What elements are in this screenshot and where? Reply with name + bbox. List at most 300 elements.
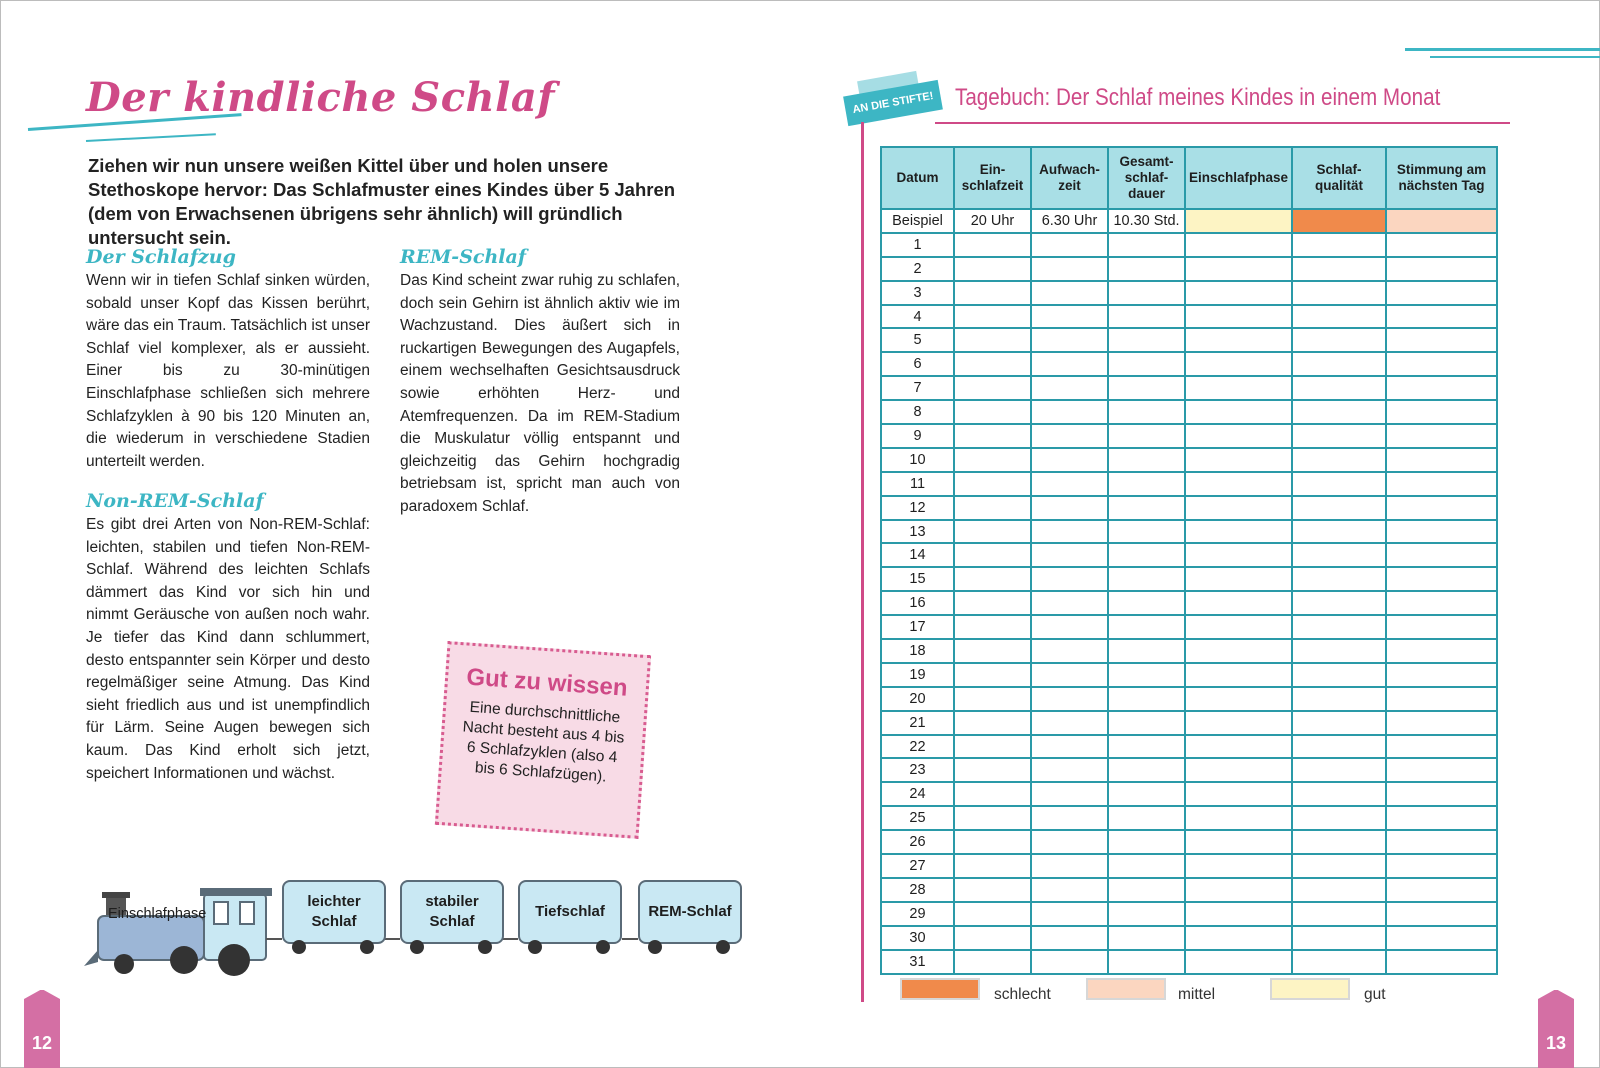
- entry-cell[interactable]: [1292, 567, 1386, 591]
- table-row: [881, 496, 1497, 520]
- entry-cell[interactable]: [954, 281, 1031, 305]
- table-row: [881, 424, 1497, 448]
- entry-cell[interactable]: [1031, 902, 1108, 926]
- entry-cell[interactable]: [954, 806, 1031, 830]
- page-title: Der kindliche Schlaf: [86, 74, 555, 121]
- entry-cell[interactable]: [1386, 281, 1497, 305]
- day-number: 3: [881, 281, 954, 305]
- entry-cell[interactable]: [1386, 305, 1497, 329]
- entry-cell[interactable]: [1185, 543, 1292, 567]
- table-row: [881, 806, 1497, 830]
- entry-cell[interactable]: [1292, 950, 1386, 974]
- entry-cell[interactable]: [954, 520, 1031, 544]
- entry-cell[interactable]: [1292, 233, 1386, 257]
- entry-cell[interactable]: [1108, 663, 1185, 687]
- section-text: Wenn wir in tiefen Schlaf sinken würden, sobald unser Kopf das Kissen berührt, wäre das ein Traum. Tatsächlich ist unser Schlaf viel komplexer, als er aussieht. Einer bis zu 30-minütigen Einschlafphase schließen sich mehrere Schlafzyklen à 90 bis 120 Minuten an, die wiederum in verschiedene Stadien unterteilt werden.: [86, 272, 371, 470]
- day-number: 5: [881, 328, 954, 352]
- entry-cell[interactable]: [1292, 591, 1386, 615]
- wheel-icon: [292, 940, 306, 954]
- title-underline-2: [86, 133, 216, 142]
- entry-cell[interactable]: [1185, 376, 1292, 400]
- entry-cell[interactable]: [1031, 376, 1108, 400]
- entry-cell[interactable]: [1292, 758, 1386, 782]
- day-number: 31: [881, 950, 954, 974]
- day-number: 13: [881, 520, 954, 544]
- entry-cell[interactable]: [954, 854, 1031, 878]
- entry-cell[interactable]: [1108, 520, 1185, 544]
- entry-cell[interactable]: [1386, 472, 1497, 496]
- column-header: Datum: [881, 147, 954, 209]
- table-row: [881, 902, 1497, 926]
- entry-cell[interactable]: [1386, 257, 1497, 281]
- entry-cell[interactable]: [954, 902, 1031, 926]
- day-number: 29: [881, 902, 954, 926]
- column-header: Ein-schlafzeit: [954, 147, 1031, 209]
- wheel-icon: [478, 940, 492, 954]
- day-number: 27: [881, 854, 954, 878]
- good-to-know-box: [435, 641, 651, 839]
- day-number: 20: [881, 687, 954, 711]
- entry-cell[interactable]: [1108, 758, 1185, 782]
- entry-cell[interactable]: [1386, 567, 1497, 591]
- entry-cell[interactable]: [1031, 496, 1108, 520]
- entry-cell[interactable]: [1185, 305, 1292, 329]
- entry-cell[interactable]: [1031, 400, 1108, 424]
- entry-cell[interactable]: [1108, 735, 1185, 759]
- day-number: 9: [881, 424, 954, 448]
- column-header: Stimmung am nächsten Tag: [1386, 147, 1497, 209]
- decorative-line: [1405, 48, 1600, 51]
- entry-cell[interactable]: [1292, 711, 1386, 735]
- entry-cell[interactable]: [954, 878, 1031, 902]
- section-heading: Der Schlafzug: [86, 246, 236, 268]
- entry-cell[interactable]: [1108, 400, 1185, 424]
- entry-cell[interactable]: [1108, 257, 1185, 281]
- entry-cell[interactable]: [954, 950, 1031, 974]
- entry-cell[interactable]: [1185, 711, 1292, 735]
- entry-cell[interactable]: [1031, 543, 1108, 567]
- day-number: 17: [881, 615, 954, 639]
- entry-cell[interactable]: [1108, 591, 1185, 615]
- day-number: 2: [881, 257, 954, 281]
- entry-cell[interactable]: [1108, 639, 1185, 663]
- example-mood-swatch: [1386, 209, 1497, 233]
- wheel-icon: [596, 940, 610, 954]
- entry-cell[interactable]: [1386, 758, 1497, 782]
- entry-cell[interactable]: [1386, 520, 1497, 544]
- page-number: 12: [31, 1033, 53, 1053]
- entry-cell[interactable]: [1108, 782, 1185, 806]
- coupling: [266, 938, 282, 940]
- entry-cell[interactable]: [1386, 448, 1497, 472]
- entry-cell[interactable]: [1031, 328, 1108, 352]
- section-text: Das Kind scheint zwar ruhig zu schlafen, doch sein Gehirn ist ähnlich aktiv wie im Wachzustand. Dies äußert sich in ruckartigen Bewegungen des Augapfels, einem wechselhaften Gesichtsausdruck sowie erhöhten Herz- und Atemfrequenzen. Da im REM-Stadium die Muskulatur völlig entspannt und gleichzeitig das Gehirn hochgradig betriebsam ist, spricht man auch von paradoxem Schlaf.: [400, 272, 680, 515]
- wagon-stable-sleep: [400, 880, 504, 944]
- entry-cell[interactable]: [1185, 639, 1292, 663]
- entry-cell[interactable]: [1108, 926, 1185, 950]
- day-number: 1: [881, 233, 954, 257]
- entry-cell[interactable]: [1386, 543, 1497, 567]
- entry-cell[interactable]: [1386, 424, 1497, 448]
- day-number: 18: [881, 639, 954, 663]
- entry-cell[interactable]: [1108, 281, 1185, 305]
- entry-cell[interactable]: [954, 663, 1031, 687]
- entry-cell[interactable]: [1031, 305, 1108, 329]
- entry-cell[interactable]: [1292, 328, 1386, 352]
- entry-cell[interactable]: [1386, 950, 1497, 974]
- day-number: 30: [881, 926, 954, 950]
- entry-cell[interactable]: [1108, 472, 1185, 496]
- day-number: 8: [881, 400, 954, 424]
- entry-cell[interactable]: [1386, 830, 1497, 854]
- entry-cell[interactable]: [1108, 233, 1185, 257]
- table-row: [881, 400, 1497, 424]
- entry-cell[interactable]: [1185, 687, 1292, 711]
- entry-cell[interactable]: [954, 591, 1031, 615]
- entry-cell[interactable]: [1292, 878, 1386, 902]
- entry-cell[interactable]: [1185, 281, 1292, 305]
- entry-cell[interactable]: [1386, 328, 1497, 352]
- intro-paragraph: Ziehen wir nun unsere weißen Kittel über und holen unsere Stethoskope hervor: Das Schlafmuster eines Kindes über 5 Jahren (dem von Erwachsenen übrigens sehr ähnlich) will gründlich untersucht sein.: [88, 155, 676, 248]
- day-number: 28: [881, 878, 954, 902]
- entry-cell[interactable]: [1031, 782, 1108, 806]
- entry-cell[interactable]: [1031, 448, 1108, 472]
- column-header: Schlaf-qualität: [1292, 147, 1386, 209]
- entry-cell[interactable]: [1292, 281, 1386, 305]
- table-row: [881, 305, 1497, 329]
- day-number: 25: [881, 806, 954, 830]
- table-row: [881, 328, 1497, 352]
- page-number-right: [1538, 990, 1574, 1068]
- entry-cell[interactable]: [1386, 878, 1497, 902]
- entry-cell[interactable]: [1185, 806, 1292, 830]
- entry-cell[interactable]: [954, 233, 1031, 257]
- table-row: [881, 854, 1497, 878]
- table-row: [881, 711, 1497, 735]
- section-heading: REM-Schlaf: [400, 246, 526, 268]
- entry-cell[interactable]: [1386, 735, 1497, 759]
- entry-cell[interactable]: [1292, 663, 1386, 687]
- entry-cell[interactable]: [1185, 830, 1292, 854]
- entry-cell[interactable]: [954, 305, 1031, 329]
- entry-cell[interactable]: [1108, 878, 1185, 902]
- entry-cell[interactable]: [1292, 854, 1386, 878]
- entry-cell[interactable]: [1386, 687, 1497, 711]
- callout-text: Eine durchschnittliche Nacht besteht aus 4 bis 6 Schlafzyklen (also 4 bis 6 Schlafzügen).: [462, 698, 625, 786]
- wagon-deep-sleep: [518, 880, 622, 944]
- table-row: [881, 878, 1497, 902]
- entry-cell[interactable]: [1185, 448, 1292, 472]
- entry-cell[interactable]: [1031, 854, 1108, 878]
- entry-cell[interactable]: [1031, 591, 1108, 615]
- entry-cell[interactable]: [1292, 639, 1386, 663]
- entry-cell[interactable]: [1386, 400, 1497, 424]
- day-number: 24: [881, 782, 954, 806]
- entry-cell[interactable]: [1031, 281, 1108, 305]
- entry-cell[interactable]: [1292, 305, 1386, 329]
- entry-cell[interactable]: [1185, 400, 1292, 424]
- entry-cell[interactable]: [1108, 830, 1185, 854]
- column-header: Aufwach-zeit: [1031, 147, 1108, 209]
- entry-cell[interactable]: [1031, 806, 1108, 830]
- entry-cell[interactable]: [954, 400, 1031, 424]
- entry-cell[interactable]: [1108, 950, 1185, 974]
- legend-swatch-good: [1270, 978, 1350, 1000]
- section-rem: [400, 246, 680, 519]
- entry-cell[interactable]: [1108, 352, 1185, 376]
- entry-cell[interactable]: [954, 687, 1031, 711]
- entry-cell[interactable]: [1292, 400, 1386, 424]
- entry-cell[interactable]: [1386, 854, 1497, 878]
- column-header: Gesamt-schlaf-dauer: [1108, 147, 1185, 209]
- wagon-light-sleep: [282, 880, 386, 944]
- entry-cell[interactable]: [1185, 854, 1292, 878]
- section-nonrem: [86, 490, 370, 785]
- entry-cell[interactable]: [1185, 328, 1292, 352]
- entry-cell[interactable]: [1031, 567, 1108, 591]
- table-row: [881, 352, 1497, 376]
- table-row: [881, 520, 1497, 544]
- day-number: 4: [881, 305, 954, 329]
- entry-cell[interactable]: [1031, 639, 1108, 663]
- table-row: [881, 567, 1497, 591]
- entry-cell[interactable]: [1185, 663, 1292, 687]
- sleep-train-illustration: [84, 880, 764, 980]
- entry-cell[interactable]: [954, 496, 1031, 520]
- example-row: [881, 209, 1497, 233]
- entry-cell[interactable]: [1031, 615, 1108, 639]
- table-row: [881, 376, 1497, 400]
- entry-cell[interactable]: [1292, 806, 1386, 830]
- section-text: Es gibt drei Arten von Non-REM-Schlaf: leichten, stabilen und tiefen Non-REM-Schlaf. Während des leichten Schlafs dämmert das Kind vor sich hin und nimmt Geräusche von außen noch wahr. Je tiefer das Kind dann schlummert, desto entspannter sein Körper und desto regelmäßiger seine Atmung. Das Kind sieht friedlich aus und ist unempfindlich für Lärm. Seine Augen bewegen sich kaum. Das Kind erholt sich jetzt, speichert Informationen und wächst.: [86, 516, 370, 782]
- diary-title: Tagebuch: Der Schlaf meines Kindes in einem Monat: [955, 84, 1441, 111]
- entry-cell[interactable]: [1292, 376, 1386, 400]
- entry-cell[interactable]: [954, 639, 1031, 663]
- entry-cell[interactable]: [1185, 567, 1292, 591]
- wheel-icon: [528, 940, 542, 954]
- entry-cell[interactable]: [1386, 806, 1497, 830]
- entry-cell[interactable]: [1185, 902, 1292, 926]
- entry-cell[interactable]: [1108, 305, 1185, 329]
- entry-cell[interactable]: [1386, 591, 1497, 615]
- coupling: [502, 938, 518, 940]
- entry-cell[interactable]: [1185, 520, 1292, 544]
- page-number-left: [24, 990, 60, 1068]
- entry-cell[interactable]: [1386, 782, 1497, 806]
- entry-cell[interactable]: [1292, 543, 1386, 567]
- entry-cell[interactable]: [1386, 902, 1497, 926]
- example-label: Beispiel: [881, 209, 954, 233]
- entry-cell[interactable]: [1108, 543, 1185, 567]
- entry-cell[interactable]: [1031, 735, 1108, 759]
- entry-cell[interactable]: [954, 352, 1031, 376]
- entry-cell[interactable]: [1292, 448, 1386, 472]
- table-header-row: [881, 147, 1497, 209]
- wagon-rem-sleep: [638, 880, 742, 944]
- entry-cell[interactable]: [1386, 926, 1497, 950]
- day-number: 15: [881, 567, 954, 591]
- entry-cell[interactable]: [954, 543, 1031, 567]
- entry-cell[interactable]: [1185, 758, 1292, 782]
- legend-swatch-bad: [900, 978, 980, 1000]
- entry-cell[interactable]: [1108, 687, 1185, 711]
- section-schlafzug: [86, 246, 370, 473]
- entry-cell[interactable]: [954, 782, 1031, 806]
- entry-cell[interactable]: [1185, 735, 1292, 759]
- entry-cell[interactable]: [1185, 926, 1292, 950]
- entry-cell[interactable]: [1031, 663, 1108, 687]
- entry-cell[interactable]: [954, 424, 1031, 448]
- table-row: [881, 233, 1497, 257]
- entry-cell[interactable]: [1292, 615, 1386, 639]
- entry-cell[interactable]: [1108, 448, 1185, 472]
- entry-cell[interactable]: [1108, 567, 1185, 591]
- pen-tab-badge: AN DIE STIFTE!: [843, 80, 943, 126]
- day-number: 22: [881, 735, 954, 759]
- entry-cell[interactable]: [1292, 472, 1386, 496]
- entry-cell[interactable]: [1108, 902, 1185, 926]
- entry-cell[interactable]: [1031, 520, 1108, 544]
- entry-cell[interactable]: [1292, 520, 1386, 544]
- entry-cell[interactable]: [954, 376, 1031, 400]
- locomotive-icon: [84, 880, 274, 976]
- column-header: Einschlafphase: [1185, 147, 1292, 209]
- example-phase-swatch: [1185, 209, 1292, 233]
- entry-cell[interactable]: [1185, 233, 1292, 257]
- entry-cell[interactable]: [1185, 615, 1292, 639]
- entry-cell[interactable]: [1292, 496, 1386, 520]
- entry-cell[interactable]: [1031, 830, 1108, 854]
- entry-cell[interactable]: [1108, 711, 1185, 735]
- entry-cell[interactable]: [954, 758, 1031, 782]
- table-row: [881, 735, 1497, 759]
- example-quality-swatch: [1292, 209, 1386, 233]
- entry-cell[interactable]: [1031, 472, 1108, 496]
- entry-cell[interactable]: [1108, 424, 1185, 448]
- table-row: [881, 281, 1497, 305]
- entry-cell[interactable]: [1185, 950, 1292, 974]
- entry-cell[interactable]: [1386, 711, 1497, 735]
- entry-cell[interactable]: [1031, 926, 1108, 950]
- coupling: [384, 938, 400, 940]
- table-row: [881, 448, 1497, 472]
- entry-cell[interactable]: [954, 328, 1031, 352]
- entry-cell[interactable]: [1292, 902, 1386, 926]
- entry-cell[interactable]: [1292, 257, 1386, 281]
- day-number: 16: [881, 591, 954, 615]
- color-legend: [900, 978, 1420, 1008]
- entry-cell[interactable]: [1185, 878, 1292, 902]
- entry-cell[interactable]: [1108, 615, 1185, 639]
- example-duration: 10.30 Std.: [1108, 209, 1185, 233]
- entry-cell[interactable]: [954, 735, 1031, 759]
- entry-cell[interactable]: [1031, 257, 1108, 281]
- wagon-label: leichter Schlaf: [307, 893, 361, 930]
- sleep-diary-table: [880, 146, 1498, 975]
- day-number: 11: [881, 472, 954, 496]
- entry-cell[interactable]: [1185, 424, 1292, 448]
- entry-cell[interactable]: [1031, 758, 1108, 782]
- entry-cell[interactable]: [1386, 352, 1497, 376]
- entry-cell[interactable]: [1386, 615, 1497, 639]
- entry-cell[interactable]: [1292, 830, 1386, 854]
- entry-cell[interactable]: [1292, 926, 1386, 950]
- wheel-icon: [716, 940, 730, 954]
- entry-cell[interactable]: [1292, 352, 1386, 376]
- day-number: 23: [881, 758, 954, 782]
- entry-cell[interactable]: [954, 567, 1031, 591]
- entry-cell[interactable]: [954, 448, 1031, 472]
- day-number: 10: [881, 448, 954, 472]
- example-bedtime: 20 Uhr: [954, 209, 1031, 233]
- entry-cell[interactable]: [1185, 257, 1292, 281]
- entry-cell[interactable]: [1386, 376, 1497, 400]
- entry-cell[interactable]: [1185, 472, 1292, 496]
- entry-cell[interactable]: [1386, 639, 1497, 663]
- legend-label: gut: [1364, 986, 1386, 1003]
- entry-cell[interactable]: [1031, 950, 1108, 974]
- entry-cell[interactable]: [1292, 782, 1386, 806]
- legend-swatch-medium: [1086, 978, 1166, 1000]
- day-number: 26: [881, 830, 954, 854]
- entry-cell[interactable]: [1031, 878, 1108, 902]
- entry-cell[interactable]: [1292, 735, 1386, 759]
- table-row: [881, 830, 1497, 854]
- entry-cell[interactable]: [1185, 782, 1292, 806]
- entry-cell[interactable]: [954, 615, 1031, 639]
- entry-cell[interactable]: [1108, 376, 1185, 400]
- page-number: 13: [1545, 1033, 1567, 1053]
- entry-cell[interactable]: [1108, 496, 1185, 520]
- entry-cell[interactable]: [1185, 352, 1292, 376]
- entry-cell[interactable]: [1386, 496, 1497, 520]
- decorative-line: [1430, 56, 1600, 58]
- entry-cell[interactable]: [954, 472, 1031, 496]
- day-number: 7: [881, 376, 954, 400]
- entry-cell[interactable]: [1108, 854, 1185, 878]
- entry-cell[interactable]: [1031, 233, 1108, 257]
- table-row: [881, 615, 1497, 639]
- wagon-label: Tiefschlaf: [535, 903, 605, 920]
- entry-cell[interactable]: [1031, 424, 1108, 448]
- wheel-icon: [648, 940, 662, 954]
- section-heading: Non-REM-Schlaf: [86, 490, 264, 512]
- entry-cell[interactable]: [1108, 328, 1185, 352]
- entry-cell[interactable]: [954, 926, 1031, 950]
- table-row: [881, 257, 1497, 281]
- entry-cell[interactable]: [1185, 591, 1292, 615]
- legend-label: mittel: [1178, 986, 1216, 1003]
- callout-title: Gut zu wissen: [465, 663, 629, 702]
- entry-cell[interactable]: [1031, 687, 1108, 711]
- entry-cell[interactable]: [954, 830, 1031, 854]
- table-row: [881, 472, 1497, 496]
- table-row: [881, 543, 1497, 567]
- table-row: [881, 950, 1497, 974]
- table-row: [881, 591, 1497, 615]
- entry-cell[interactable]: [1386, 233, 1497, 257]
- entry-cell[interactable]: [954, 711, 1031, 735]
- entry-cell[interactable]: [1108, 806, 1185, 830]
- entry-cell[interactable]: [1031, 711, 1108, 735]
- entry-cell[interactable]: [1386, 663, 1497, 687]
- entry-cell[interactable]: [1292, 424, 1386, 448]
- entry-cell[interactable]: [1185, 496, 1292, 520]
- table-row: [881, 926, 1497, 950]
- entry-cell[interactable]: [954, 257, 1031, 281]
- entry-cell[interactable]: [1292, 687, 1386, 711]
- entry-cell[interactable]: [1031, 352, 1108, 376]
